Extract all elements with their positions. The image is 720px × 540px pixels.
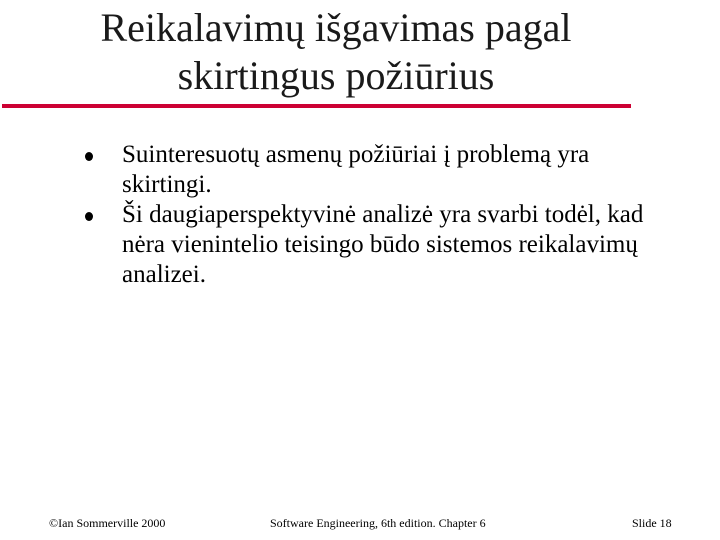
bullet-text: Ši daugiaperspektyvinė analizė yra svarbi todėl, kad nėra vienintelio teisingo būdo sistemos reikalavimų analizei. bbox=[122, 201, 644, 288]
bullet-item bbox=[0, 140, 682, 200]
slide-title bbox=[0, 4, 672, 100]
footer-copyright: ©Ian Sommerville 2000 bbox=[49, 516, 166, 530]
title-underline-divider bbox=[2, 104, 631, 108]
slide-title-line-1: Reikalavimų išgavimas pagal bbox=[100, 5, 572, 50]
bullet-list bbox=[0, 140, 720, 290]
footer-book-title: Software Engineering, 6th edition. Chapter 6 bbox=[270, 516, 486, 530]
slide-title-line-2: skirtingus požiūrius bbox=[177, 53, 495, 98]
bullet-dot-icon bbox=[85, 212, 93, 221]
bullet-item bbox=[0, 200, 682, 290]
bullet-dot-icon bbox=[85, 152, 93, 161]
footer-slide-number: Slide 18 bbox=[632, 516, 672, 530]
bullet-text: Suinteresuotų asmenų požiūriai į problemą yra skirtingi. bbox=[122, 141, 590, 198]
